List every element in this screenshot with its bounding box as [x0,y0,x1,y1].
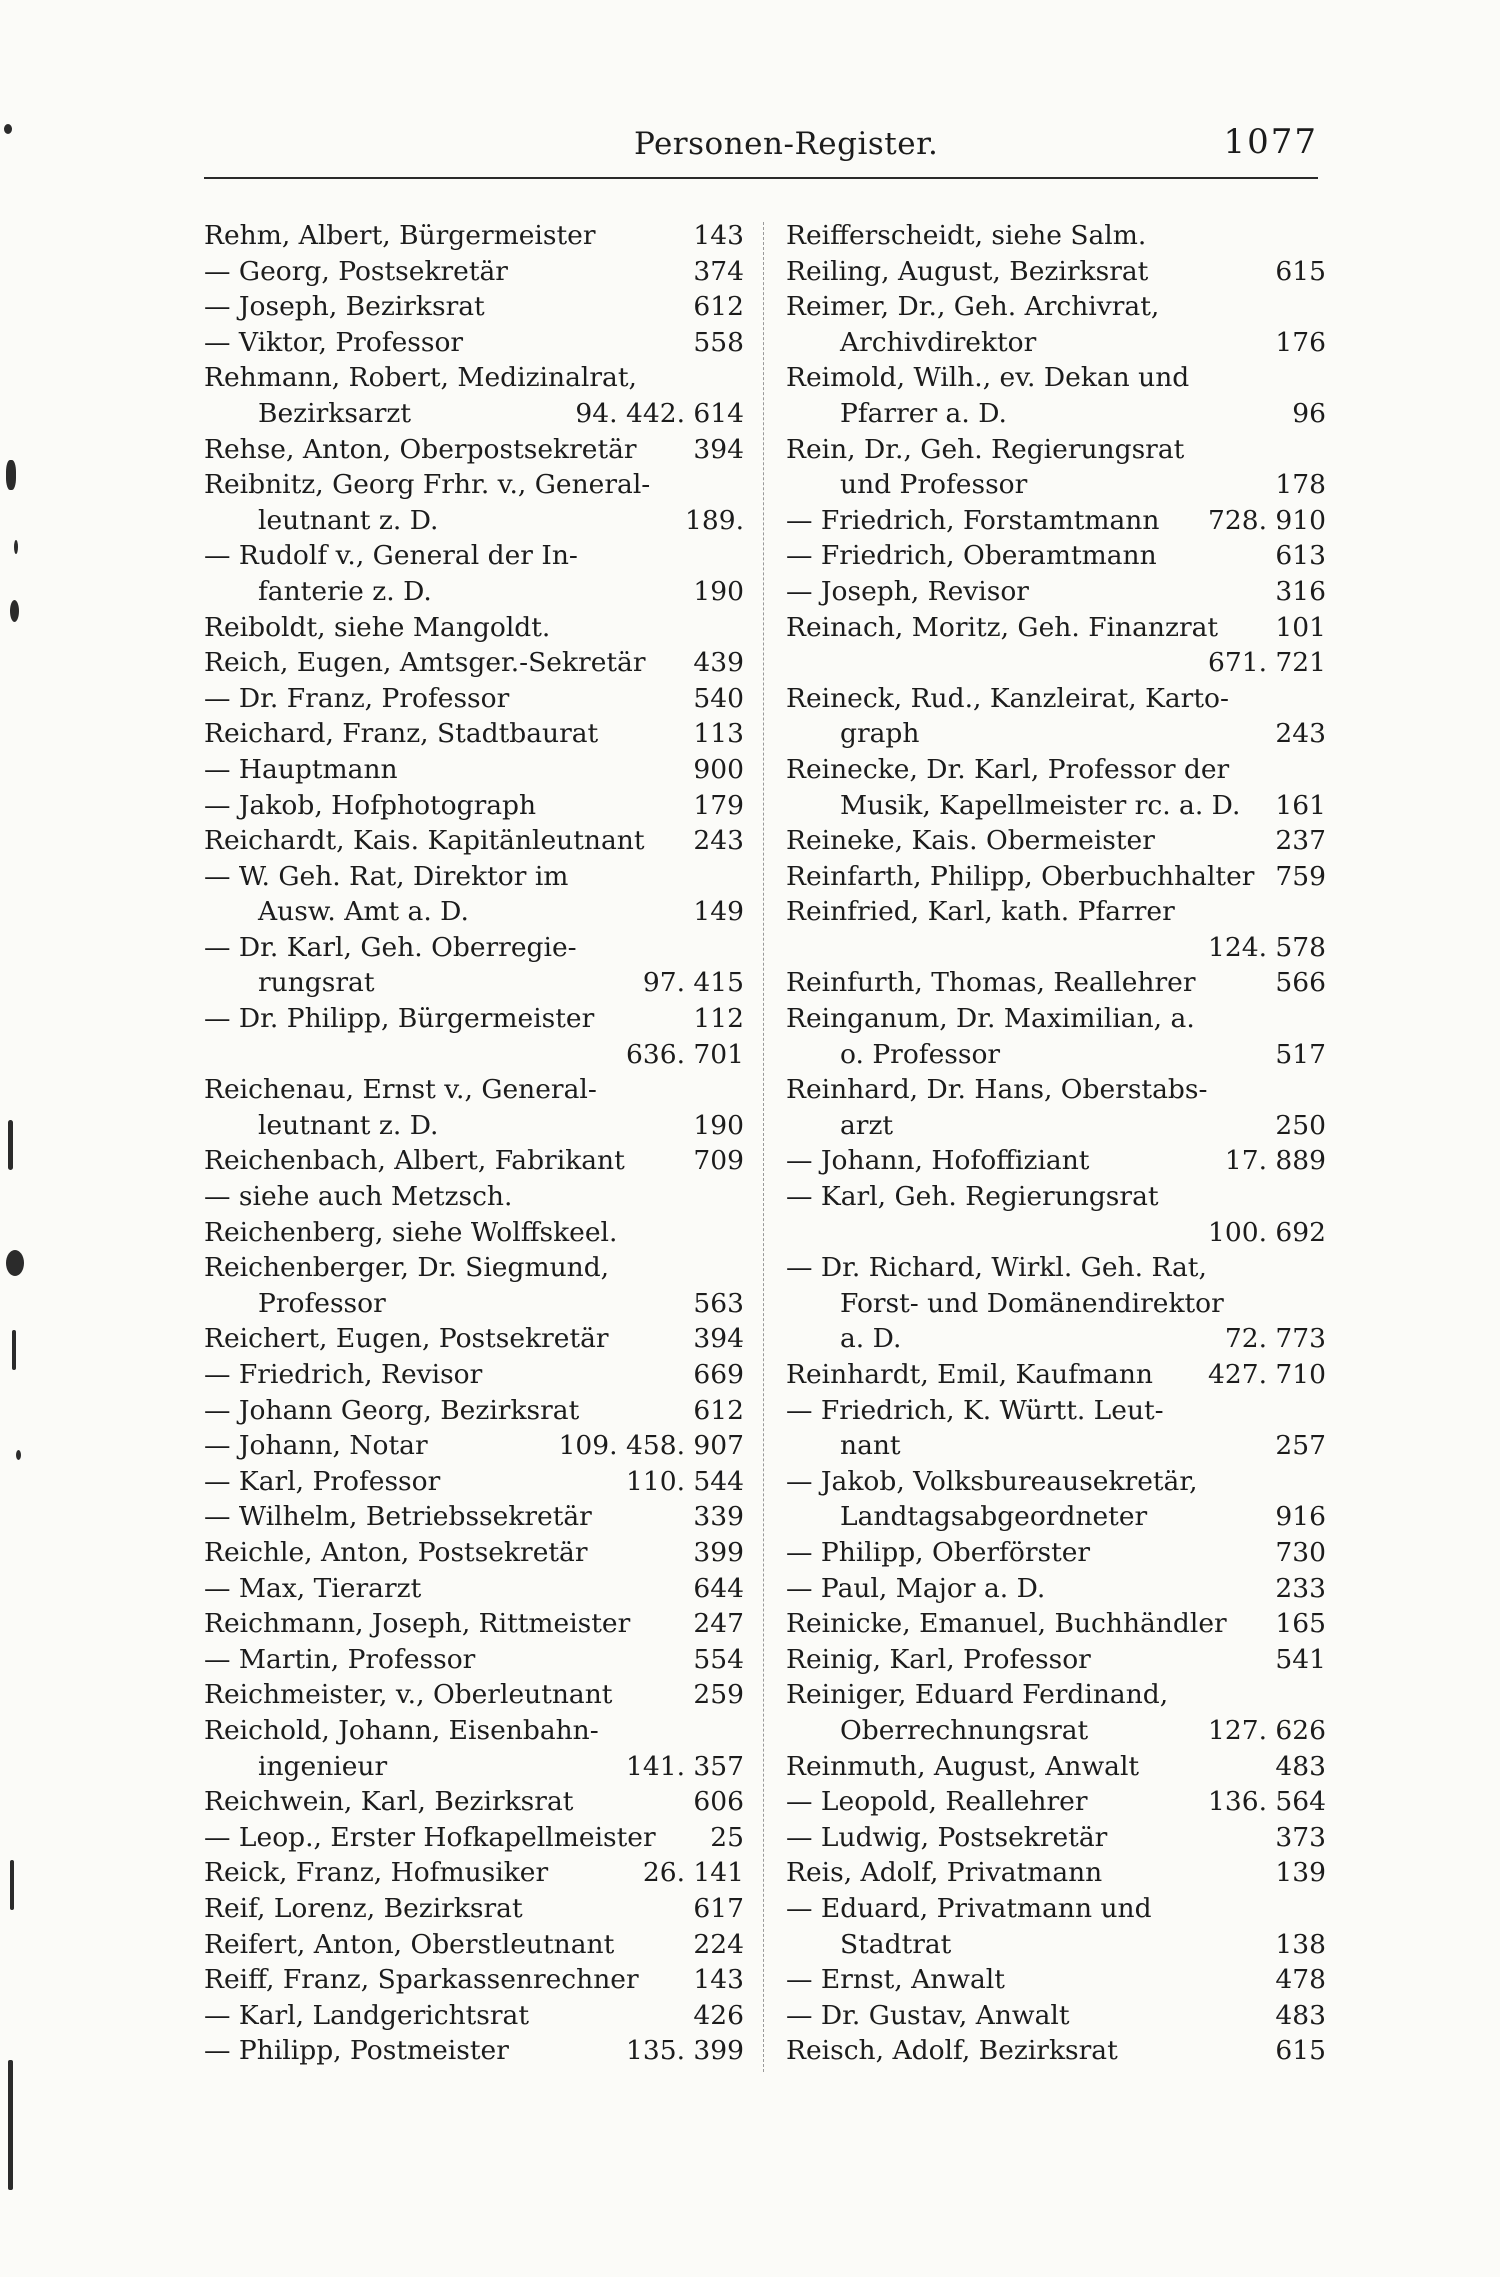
register-entry [204,1927,744,1963]
register-entry [786,1855,1326,1891]
entry-text: Reinhardt, Emil, Kaufmann [786,1359,1153,1390]
entry-text: und Professor [840,469,1028,501]
entry-text: Reick, Franz, Hofmusiker [204,1857,549,1889]
entry-text: — Philipp, Oberförster [786,1536,1091,1568]
entry-text: ingenieur [258,1750,388,1782]
entry-pages: 730 [1275,1536,1326,1568]
page-number: 1077 [1223,122,1318,162]
entry-text: — Jakob, Hofphotograph [204,789,537,821]
entry-pages: 138 [1275,1928,1326,1960]
entry-text: Reinfried, Karl, kath. Pfarrer [786,896,1175,928]
register-entry [786,788,1326,824]
entry-text: — Friedrich, K. Württ. Leut- [786,1394,1164,1426]
register-entry [786,1713,1326,1749]
register-entry [204,894,744,930]
register-column-right [786,218,1326,2069]
entry-text: Reinhard, Dr. Hans, Oberstabs- [786,1074,1208,1106]
register-entry [786,360,1326,396]
entry-pages: 612 [693,1394,744,1426]
entry-pages: 900 [693,753,744,785]
register-entry [204,1179,744,1215]
entry-text: — Rudolf v., General der In- [204,540,578,572]
entry-pages: 426 [693,1999,744,2031]
register-entry [786,645,1326,681]
register-entry [204,859,744,895]
entry-text: Reimer, Dr., Geh. Archivrat, [786,291,1160,323]
entry-pages: 97. 415 [642,967,744,999]
register-entry [786,823,1326,859]
entry-pages: 109. 458. 907 [558,1430,744,1462]
entry-text: Reichmeister, v., Oberleutnant [204,1679,613,1711]
entry-pages: 483 [1275,1999,1326,2031]
header-rule [204,177,1318,179]
entry-text: — Ernst, Anwalt [786,1964,1005,1996]
register-entry [786,1215,1326,1251]
register-entry [204,681,744,717]
entry-pages: 427. 710 [1207,1359,1326,1390]
register-entry [786,218,1326,254]
entry-text: — Dr. Franz, Professor [204,682,510,714]
entry-text: — Eduard, Privatmann und [786,1892,1152,1924]
entry-text: Reich, Eugen, Amtsger.-Sekretär [204,647,646,679]
register-entry [786,1357,1326,1393]
entry-text: Reiff, Franz, Sparkassenrechner [204,1964,639,1996]
register-entry [204,1998,744,2034]
entry-text: Reinfarth, Philipp, Oberbuchhalter [786,860,1255,892]
entry-text: fanterie z. D. [258,575,432,607]
register-entry [786,1499,1326,1535]
entry-text: — Joseph, Bezirksrat [204,291,485,323]
entry-pages: 613 [1275,540,1326,572]
entry-pages: 143 [693,1964,744,1996]
entry-pages: 141. 357 [625,1750,744,1782]
entry-pages: 374 [693,255,744,287]
register-entry [204,1393,744,1429]
entry-text: Bezirksarzt [258,397,411,429]
entry-text: — Karl, Geh. Regierungsrat [786,1181,1159,1213]
register-entry [204,1606,744,1642]
entry-pages: 728. 910 [1207,504,1326,536]
running-title: Personen-Register. [634,126,939,162]
entry-text: Reichle, Anton, Postsekretär [204,1536,588,1568]
entry-pages: 671. 721 [1207,647,1326,679]
register-entry [204,1357,744,1393]
register-entry [204,503,744,539]
entry-pages: 190 [693,575,744,607]
register-entry [204,1642,744,1678]
entry-pages: 135. 399 [625,2035,744,2067]
register-entry [786,1784,1326,1820]
entry-text: Musik, Kapellmeister rc. a. D. [840,789,1241,821]
register-entry [786,610,1326,646]
entry-pages: 339 [693,1501,744,1533]
entry-text: — Karl, Professor [204,1465,441,1497]
entry-text: Reisch, Adolf, Bezirksrat [786,2035,1118,2067]
entry-pages: 540 [693,682,744,714]
entry-text: Reichenberger, Dr. Siegmund, [204,1252,610,1284]
register-entry [786,1286,1326,1322]
entry-text: Oberrechnungsrat [840,1714,1089,1746]
register-entry [786,1927,1326,1963]
entry-text: leutnant z. D. [258,504,439,536]
entry-pages: 26. 141 [642,1857,744,1889]
entry-text: graph [840,718,920,750]
register-entry [786,289,1326,325]
register-entry [786,1962,1326,1998]
register-entry [204,1037,744,1073]
entry-text: Archivdirektor [840,326,1037,358]
entry-pages: 100. 692 [1207,1216,1326,1248]
entry-pages: 615 [1275,2035,1326,2067]
register-entry [786,965,1326,1001]
register-entry [204,1784,744,1820]
entry-pages: 149 [693,896,744,928]
register-entry [204,645,744,681]
register-entry [204,1855,744,1891]
entry-text: — Viktor, Professor [204,326,464,358]
entry-text: — Georg, Postsekretär [204,255,508,287]
register-entry [204,1108,744,1144]
entry-pages: 178 [1275,469,1326,501]
entry-pages: 483 [1275,1750,1326,1782]
register-entry [204,574,744,610]
entry-pages: 143 [693,220,744,251]
entry-pages: 139 [1275,1857,1326,1889]
entry-pages: 373 [1275,1821,1326,1853]
entry-pages: 179 [693,789,744,821]
register-entry [786,325,1326,361]
entry-text: Reinfurth, Thomas, Reallehrer [786,967,1196,999]
register-entry [204,1499,744,1535]
register-entry [204,1962,744,1998]
column-divider [763,222,765,2072]
entry-text: — Dr. Karl, Geh. Oberregie- [204,931,577,963]
entry-text: — Jakob, Volksbureausekretär, [786,1465,1198,1497]
register-entry [786,1321,1326,1357]
register-entry [204,1571,744,1607]
register-entry [786,1820,1326,1856]
entry-pages: 233 [1275,1572,1326,1604]
register-entry [204,1820,744,1856]
entry-text: — Dr. Gustav, Anwalt [786,1999,1070,2031]
entry-text: Reimold, Wilh., ev. Dekan und [786,362,1190,394]
register-entry [786,538,1326,574]
entry-text: leutnant z. D. [258,1109,439,1141]
entry-text: Reichmann, Joseph, Rittmeister [204,1608,631,1640]
register-column-left [204,218,744,2069]
register-entry [786,503,1326,539]
entry-text: — Ludwig, Postsekretär [786,1821,1108,1853]
entry-pages: 394 [693,1323,744,1355]
entry-text: arzt [840,1109,894,1141]
entry-pages: 478 [1275,1964,1326,1996]
register-entry [204,823,744,859]
entry-pages: 541 [1275,1643,1326,1675]
register-entry [786,1535,1326,1571]
entry-pages: 112 [693,1003,744,1035]
entry-text: Reinmuth, August, Anwalt [786,1750,1140,1782]
register-entry [786,1998,1326,2034]
entry-pages: 759 [1275,860,1326,892]
entry-text: o. Professor [840,1038,1001,1070]
entry-pages: 259 [693,1679,744,1711]
entry-text: — Leop., Erster Hofkapellmeister [204,1821,656,1853]
entry-pages: 243 [1275,718,1326,750]
entry-pages: 644 [693,1572,744,1604]
entry-text: Reibnitz, Georg Frhr. v., General- [204,469,651,501]
register-entry [204,325,744,361]
entry-pages: 165 [1275,1608,1326,1640]
register-entry [204,218,744,254]
entry-text: Reineke, Kais. Obermeister [786,825,1155,857]
entry-text: — siehe auch Metzsch. [204,1181,513,1213]
entry-text: — Hauptmann [204,753,398,785]
entry-text: Landtagsabgeordneter [840,1501,1148,1533]
entry-text: Rehse, Anton, Oberpostsekretär [204,433,637,465]
register-entry [786,1677,1326,1713]
entry-text: — Martin, Professor [204,1643,476,1675]
entry-text: Rehm, Albert, Bürgermeister [204,220,596,251]
register-entry [786,467,1326,503]
register-entry [786,1108,1326,1144]
register-entry [786,681,1326,717]
entry-pages: 399 [693,1536,744,1568]
register-entry [204,1891,744,1927]
entry-text: Stadtrat [840,1928,952,1960]
entry-text: — Johann, Notar [204,1430,428,1462]
entry-text: a. D. [840,1323,902,1355]
entry-pages: 517 [1275,1038,1326,1070]
entry-text: Reifferscheidt, siehe Salm. [786,220,1147,251]
register-entry [786,1393,1326,1429]
entry-pages: 669 [693,1359,744,1390]
entry-pages: 96 [1292,397,1326,429]
entry-pages: 101 [1275,611,1326,643]
register-entry [204,1286,744,1322]
page-header [200,122,1320,176]
entry-text: Reiniger, Eduard Ferdinand, [786,1679,1169,1711]
page-edge-specks [0,0,40,2277]
entry-text: Reif, Lorenz, Bezirksrat [204,1892,523,1924]
register-entry [204,360,744,396]
register-entry [204,289,744,325]
register-entry [786,1001,1326,1037]
entry-text: Reinach, Moritz, Geh. Finanzrat [786,611,1219,643]
entry-pages: 17. 889 [1224,1145,1326,1177]
entry-pages: 94. 442. 614 [575,397,744,429]
entry-text: nant [840,1430,901,1462]
entry-text: Reichard, Franz, Stadtbaurat [204,718,599,750]
entry-text: Reiling, August, Bezirksrat [786,255,1149,287]
entry-pages: 916 [1275,1501,1326,1533]
entry-text: Reichenbach, Albert, Fabrikant [204,1145,625,1177]
entry-pages: 189. [684,504,744,536]
entry-text: — Leopold, Reallehrer [786,1786,1088,1818]
register-entry [204,1677,744,1713]
entry-text: rungsrat [258,967,375,999]
register-entry [786,1072,1326,1108]
entry-text: — Dr. Philipp, Bürgermeister [204,1003,595,1035]
entry-text: — Paul, Major a. D. [786,1572,1046,1604]
entry-pages: 316 [1275,575,1326,607]
entry-text: — Wilhelm, Betriebssekretär [204,1501,592,1533]
register-entry [786,1250,1326,1286]
entry-pages: 709 [693,1145,744,1177]
entry-pages: 247 [693,1608,744,1640]
register-entry [786,1642,1326,1678]
register-entry [786,432,1326,468]
entry-text: Reineck, Rud., Kanzleirat, Karto- [786,682,1229,714]
register-entry [786,1891,1326,1927]
entry-pages: 25 [710,1821,744,1853]
entry-text: — Philipp, Postmeister [204,2035,509,2067]
entry-pages: 615 [1275,255,1326,287]
entry-text: — Johann Georg, Bezirksrat [204,1394,580,1426]
entry-text: Rehmann, Robert, Medizinalrat, [204,362,637,394]
register-entry [204,1072,744,1108]
register-entry [204,538,744,574]
entry-text: — W. Geh. Rat, Direktor im [204,860,569,892]
entry-pages: 636. 701 [625,1038,744,1070]
register-entry [204,1143,744,1179]
register-entry [786,859,1326,895]
entry-pages: 190 [693,1109,744,1141]
entry-text: Reichert, Eugen, Postsekretär [204,1323,609,1355]
entry-text: — Dr. Richard, Wirkl. Geh. Rat, [786,1252,1207,1284]
register-entry [204,1535,744,1571]
register-entry [204,788,744,824]
entry-pages: 224 [693,1928,744,1960]
register-entry [786,930,1326,966]
register-entry [786,1749,1326,1785]
entry-pages: 176 [1275,326,1326,358]
entry-text: — Max, Tierarzt [204,1572,422,1604]
entry-text: — Johann, Hofoffiziant [786,1145,1090,1177]
entry-pages: 250 [1275,1109,1326,1141]
entry-text: Forst- und Domänendirektor [840,1287,1224,1319]
register-entry [204,965,744,1001]
entry-text: — Joseph, Revisor [786,575,1029,607]
register-entry [204,1321,744,1357]
entry-text: Professor [258,1287,386,1319]
entry-pages: 136. 564 [1207,1786,1326,1818]
register-entry [786,894,1326,930]
entry-pages: 563 [693,1287,744,1319]
register-entry [786,254,1326,290]
register-entry [204,1464,744,1500]
entry-text: Reis, Adolf, Privatmann [786,1857,1103,1889]
entry-pages: 439 [693,647,744,679]
entry-text: Reichenberg, siehe Wolffskeel. [204,1216,618,1248]
entry-text: Reifert, Anton, Oberstleutnant [204,1928,615,1960]
entry-text: Pfarrer a. D. [840,397,1007,429]
entry-pages: 554 [693,1643,744,1675]
entry-text: Reinicke, Emanuel, Buchhändler [786,1608,1227,1640]
entry-text: — Friedrich, Forstamtmann [786,504,1160,536]
entry-pages: 237 [1275,825,1326,857]
register-entry [204,2033,744,2069]
entry-text: Reichardt, Kais. Kapitänleutnant [204,825,645,857]
entry-pages: 394 [693,433,744,465]
register-entry [204,1428,744,1464]
register-entry [786,2033,1326,2069]
register-entry [786,1571,1326,1607]
register-entry [204,1749,744,1785]
register-entry [204,396,744,432]
register-entry [204,1001,744,1037]
entry-text: Reichold, Johann, Eisenbahn- [204,1714,599,1746]
register-entry [204,1713,744,1749]
entry-pages: 617 [693,1892,744,1924]
register-entry [204,716,744,752]
entry-text: Rein, Dr., Geh. Regierungsrat [786,433,1185,465]
entry-text: Reiboldt, siehe Mangoldt. [204,611,551,643]
entry-pages: 110. 544 [625,1465,744,1497]
entry-pages: 124. 578 [1207,931,1326,963]
entry-text: — Friedrich, Oberamtmann [786,540,1157,572]
entry-pages: 113 [693,718,744,750]
entry-text: — Friedrich, Revisor [204,1359,483,1390]
entry-pages: 558 [693,326,744,358]
register-entry [786,716,1326,752]
register-entry [204,1215,744,1251]
register-entry [786,1143,1326,1179]
register-entry [204,254,744,290]
register-entry [786,1606,1326,1642]
entry-text: Reichwein, Karl, Bezirksrat [204,1786,574,1818]
register-entry [204,930,744,966]
entry-pages: 612 [693,291,744,323]
entry-text: Ausw. Amt a. D. [258,896,469,928]
register-entry [786,574,1326,610]
register-entry [786,752,1326,788]
register-entry [204,610,744,646]
register-entry [204,432,744,468]
entry-text: — Karl, Landgerichtsrat [204,1999,530,2031]
entry-pages: 566 [1275,967,1326,999]
entry-pages: 72. 773 [1224,1323,1326,1355]
entry-pages: 243 [693,825,744,857]
register-entry [786,1179,1326,1215]
entry-pages: 606 [693,1786,744,1818]
register-entry [204,467,744,503]
entry-text: Reinganum, Dr. Maximilian, a. [786,1003,1195,1035]
entry-text: Reinig, Karl, Professor [786,1643,1091,1675]
register-entry [786,1464,1326,1500]
register-entry [204,752,744,788]
entry-pages: 161 [1275,789,1326,821]
entry-pages: 127. 626 [1207,1714,1326,1746]
register-entry [786,1428,1326,1464]
register-entry [204,1250,744,1286]
entry-text: Reichenau, Ernst v., General- [204,1074,597,1106]
register-entry [786,396,1326,432]
entry-text: Reinecke, Dr. Karl, Professor der [786,753,1230,785]
entry-pages: 257 [1275,1430,1326,1462]
register-entry [786,1037,1326,1073]
